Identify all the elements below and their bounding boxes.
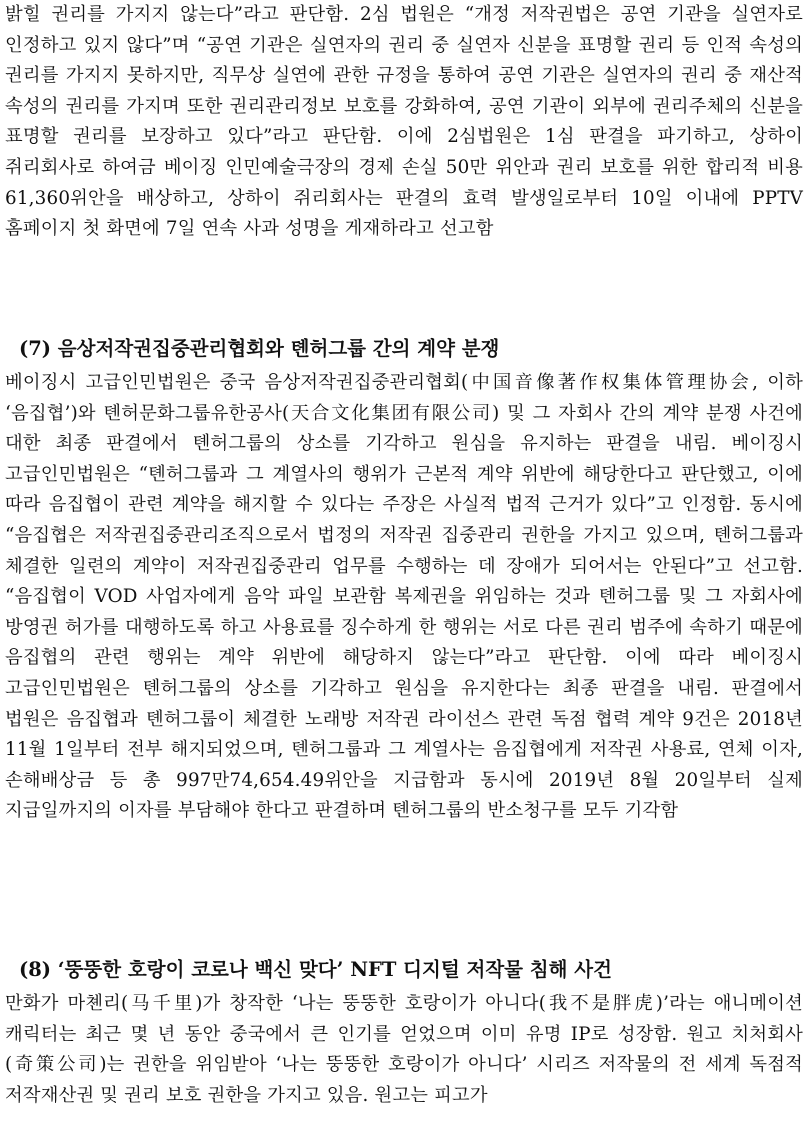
section-heading-7: (7) 음상저작권집중관리협회와 톈허그룹 간의 계약 분쟁 — [19, 337, 500, 360]
section-heading-8: (8) ‘뚱뚱한 호랑이 코로나 백신 맞다’ NFT 디지털 저작물 침해 사건 — [19, 958, 612, 981]
body-paragraph: 베이징시 고급인민법원은 중국 음상저작권집중관리협회(中国音像著作权集体管理协会, 이하 ‘음집협’)와 톈허문화그룹유한공사(天合文化集团有限公司) 및 그 자회사 간의 계약 분쟁 사건에 대한 최종 판결에서 톈허그룹의 상소를 기각하고 원심을 유지하는 판결을 내림. 베이징시 고급인민법원은 “톈허그룹과 그 계열사의 행위가 근본적 계약 위반에 해당한다고 판단했고, 이에 따라 음집협이 관련 계약을 해지할 수 있다는 주장은 사실적 법적 근거가 있다”고 인정함. 동시에 “음집협은 저작권집중관리조직으로서 법정의 저작권 집중관리 권한을 가지고 있으며, 톈허그룹과 체결한 일련의 계약이 저작권집중관리 업무를 수행하는 데 장애가 되어서는 안된다”고 선고함. “음집협이 VOD 사업자에게 음악 파일 보관함 복제권을 위임하는 것과 톈허그룹 및 그 자회사에 방영권 허가를 대행하도록 하고 사용료를 징수하게 한 행위는 서로 다른 권리 범주에 속하기 때문에 음집협의 관련 행위는 계약 위반에 해당하지 않는다”라고 판단함. 이에 따라 베이징시 고급인민법원은 톈허그룹의 상소를 기각하고 원심을 유지한다는 최종 판결을 내림. 판결에서 법원은 음집협과 톈허그룹이 체결한 노래방 저작권 라이선스 관련 독점 협력 계약 9건은 2018년 11월 1일부터 전부 해지되었으며, 톈허그룹과 그 계열사는 음집협에게 저작권 사용료, 연체 이자, 손해배상금 등 총 997만74,654.49위안을 지급함과 동시에 2019년 8월 20일부터 실제 지급일까지의 이자를 부담해야 한다고 판결하며 톈허그룹의 반소청구를 모두 기각함 — [5, 372, 803, 822]
body-paragraph: 만화가 마쳰리(马千里)가 창작한 ‘나는 뚱뚱한 호랑이가 아니다(我不是胖虎)’라는 애니메이션 캐릭터는 최근 몇 년 동안 중국에서 큰 인기를 얻었으며 이미 유명 IP로 성장함. 원고 치처회사(奇策公司)는 권한을 위임받아 ‘나는 뚱뚱한 호랑이가 아니다’ 시리즈 저작물의 전 세계 독점적 저작재산권 및 권리 보호 권한을 가지고 있음. 원고는 피고가 — [5, 993, 803, 1106]
body-paragraph: 밝힐 권리를 가지지 않는다”라고 판단함. 2심 법원은 “개정 저작권법은 공연 기관을 실연자로 인정하고 있지 않다”며 “공연 기관은 실연자의 권리 중 실연자 신분을 표명할 권리 등 인적 속성의 권리를 가지지 못하지만, 직무상 실연에 관한 규정을 통하여 공연 기관은 실연자의 권리 중 재산적 속성의 권리를 가지며 또한 권리관리정보 보호를 강화하여, 공연 기관이 외부에 권리주체의 신분을 표명할 권리를 보장하고 있다”라고 판단함. 이에 2심법원은 1심 판결을 파기하고, 상하이 쥐리회사로 하여금 베이징 인민예술극장의 경제 손실 50만 위안과 권리 보호를 위한 합리적 비용 61,360위안을 배상하고, 상하이 쥐리회사는 판결의 효력 발생일로부터 10일 이내에 PPTV 홈페이지 첫 화면에 7일 연속 사과 성명을 게재하라고 선고함 — [5, 4, 803, 240]
